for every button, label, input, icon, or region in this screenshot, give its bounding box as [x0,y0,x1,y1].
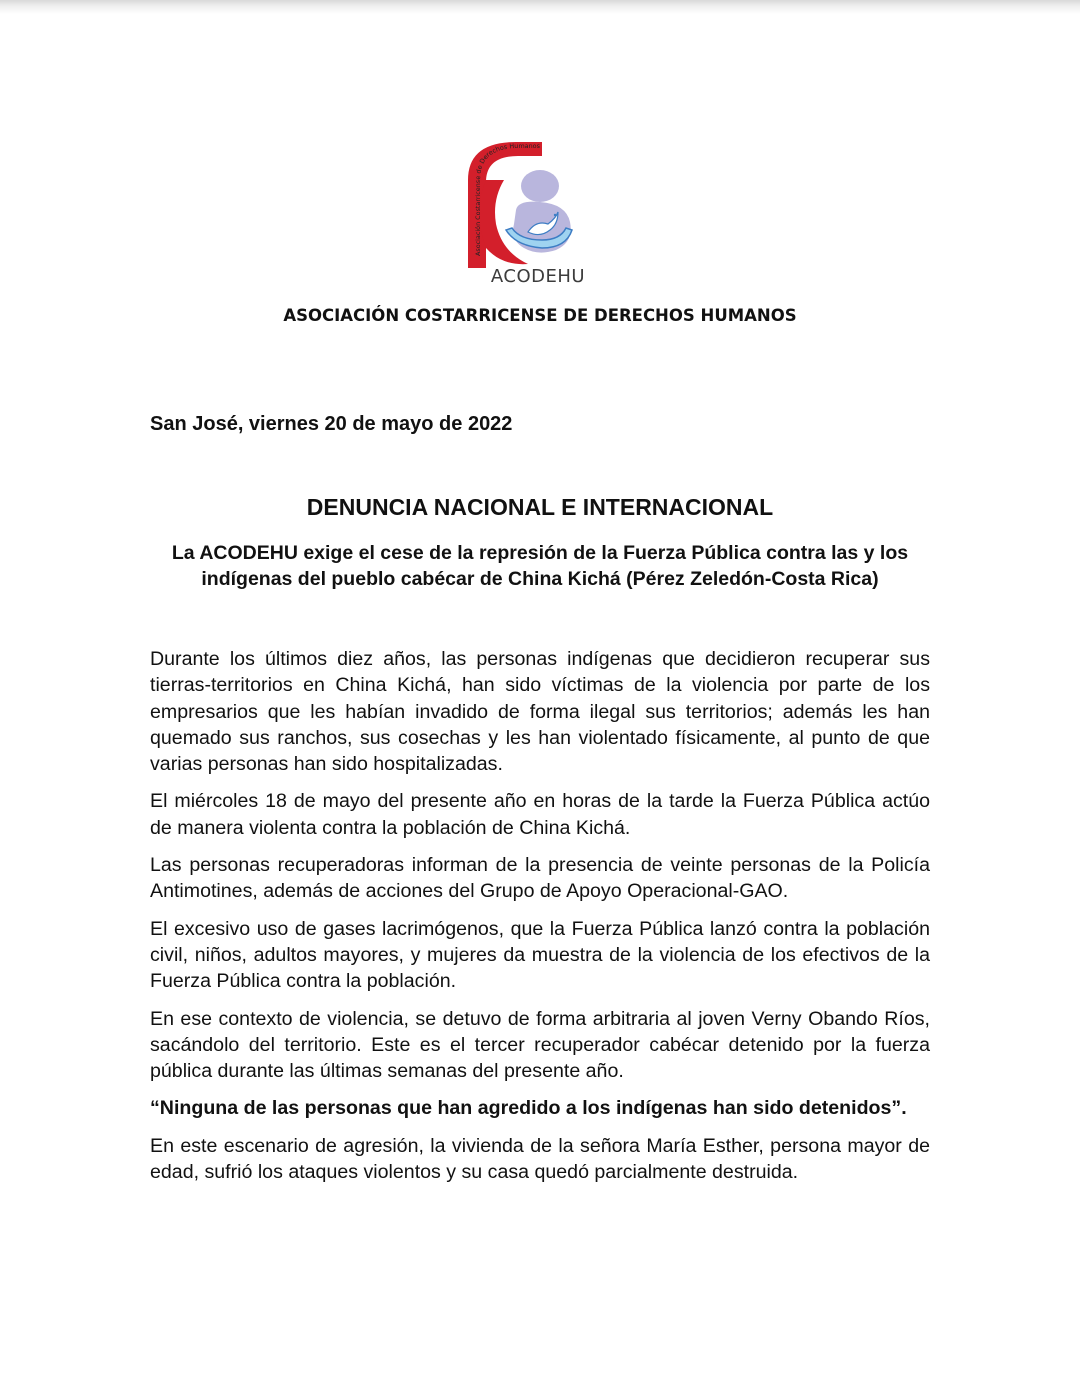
closing-paragraph: En este escenario de agresión, la vivienda de la señora María Esther, persona mayor de edad, sufrió los ataques violentos y su casa quedó parcialmente destruida. [150,1134,930,1184]
highlighted-quote: “Ninguna de las personas que han agredido a los indígenas han sido detenidos”. [150,1097,907,1120]
organization-name: ASOCIACIÓN COSTARRICENSE DE DERECHOS HUMANOS [283,306,797,325]
paragraph-1: Durante los últimos diez años, las personas indígenas que decidieron recuperar sus tierras-territorios en China Kichá, han sido víctimas de la violencia por parte de los empresarios que les habían invadido de forma ilegal sus territorios; además les han quemado sus ranchos, sus cosechas y les han violentado físicamente, al punto de que varias personas han sido hospitalizadas. [150,648,930,776]
dateline: San José, viernes 20 de mayo de 2022 [150,413,513,435]
document-subheadline: La ACODEHU exige el cese de la represión de la Fuerza Pública contra las y los indígenas del pueblo cabécar de China Kichá (Pérez Zeledón-Costa Rica) [171,542,909,590]
acodehu-logo [458,140,618,290]
logo-ring-text: Asociación Costarricense de Derechos Humanos [473,141,540,256]
paragraph-5: En ese contexto de violencia, se detuvo de forma arbitraria al joven Verny Obando Ríos, sacándolo del territorio. Este es el tercer recuperador cabécar detenido por la fuerza pública durante las últimas semanas del presente año. [150,1007,930,1083]
paragraph-2: El miércoles 18 de mayo del presente año en horas de la tarde la Fuerza Pública actúo de manera violenta contra la población de China Kichá. [150,790,930,839]
paragraph-4: El excesivo uso de gases lacrimógenos, que la Fuerza Pública lanzó contra la población civil, niños, adultos mayores, y mujeres da muestra de la violencia de los efectivos de la Fuerza Pública contra la población. [150,917,930,993]
document-body [150,646,930,1196]
paragraph-3: Las personas recuperadoras informan de la presencia de veinte personas de la Policía Antimotines, además de acciones del Grupo de Apoyo Operacional-GAO. [150,854,930,903]
acodehu-emblem-icon [458,140,618,270]
logo-wordmark: ACODEHU [490,266,586,287]
document-headline: DENUNCIA NACIONAL E INTERNACIONAL [306,494,774,520]
